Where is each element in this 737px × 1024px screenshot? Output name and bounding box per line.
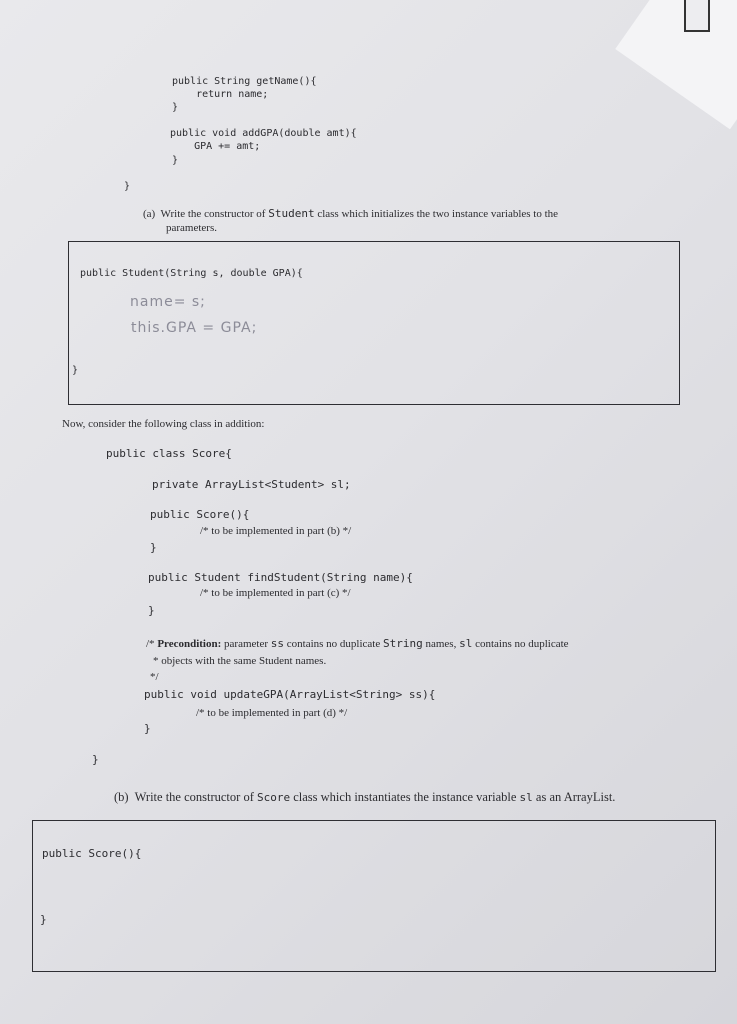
precondition-line-2: * objects with the same Student names. [153,655,327,667]
part-a-text: Write the constructor of [160,208,266,220]
part-b-text: Write the constructor of [134,790,254,804]
score-class-close: } [92,753,99,766]
paper-corner-fold [615,0,737,129]
answer-b-signature: public Score(){ [42,847,142,860]
code-return-name: return name; [172,89,269,100]
precondition-line-3: */ [150,671,159,683]
part-b-var: sl [519,791,533,804]
update-gpa-comment: /* to be implemented in part (d) */ [196,707,348,719]
param-ss: ss [270,637,284,650]
part-b-classname: Score [256,791,291,804]
answer-b-close: } [40,913,47,926]
find-student-comment: /* to be implemented in part (c) */ [200,587,351,599]
update-gpa-sig: public void updateGPA(ArrayList<String> ss){ [144,688,436,701]
score-ctor-comment: /* to be implemented in part (b) */ [200,525,352,537]
part-b-text: as an ArrayList. [535,790,616,804]
part-a-text: class which initializes the two instance variables to the [317,208,559,220]
part-a-question-cont: parameters. [166,222,217,234]
precondition-text: parameter [224,638,268,650]
part-a-classname: Student [268,207,315,220]
update-gpa-close: } [144,722,151,735]
precondition-text: contains no duplicate [286,638,381,650]
code-class-close: } [124,181,131,192]
answer-a-close: } [72,365,79,376]
answer-a-signature: public Student(String s, double GPA){ [80,268,303,279]
part-b-label: (b) [114,790,129,804]
precondition-text: names, [425,638,457,650]
code-addgpa-sig: public void addGPA(double amt){ [170,128,357,139]
code-gpa-add: GPA += amt; [170,141,261,152]
handwritten-line-1: name= s; [130,294,206,310]
part-a-question [143,207,558,220]
handwritten-line-2: this.GPA = GPA; [131,320,258,336]
part-b-question [114,790,615,805]
var-sl: sl [459,637,473,650]
answer-box-b[interactable] [32,820,716,972]
type-string: String [382,637,423,650]
page-corner-box [684,0,710,32]
comment-open: /* [146,638,155,650]
score-field-sl: private ArrayList<Student> sl; [152,478,351,491]
code-brace: } [172,155,179,166]
precondition-text: contains no duplicate [475,638,569,650]
precondition-label: Precondition: [157,638,222,650]
find-student-sig: public Student findStudent(String name){ [148,571,413,584]
code-getname-sig: public String getName(){ [172,76,317,87]
score-ctor-close: } [150,541,157,554]
score-ctor-sig: public Score(){ [150,508,250,521]
now-consider-text: Now, consider the following class in addition: [62,418,265,430]
code-brace: } [172,102,179,113]
find-student-close: } [148,604,155,617]
precondition-line-1 [146,637,569,650]
part-a-label: (a) [143,208,156,220]
score-class-header: public class Score{ [106,447,232,460]
part-b-text: class which instantiates the instance variable [293,790,517,804]
